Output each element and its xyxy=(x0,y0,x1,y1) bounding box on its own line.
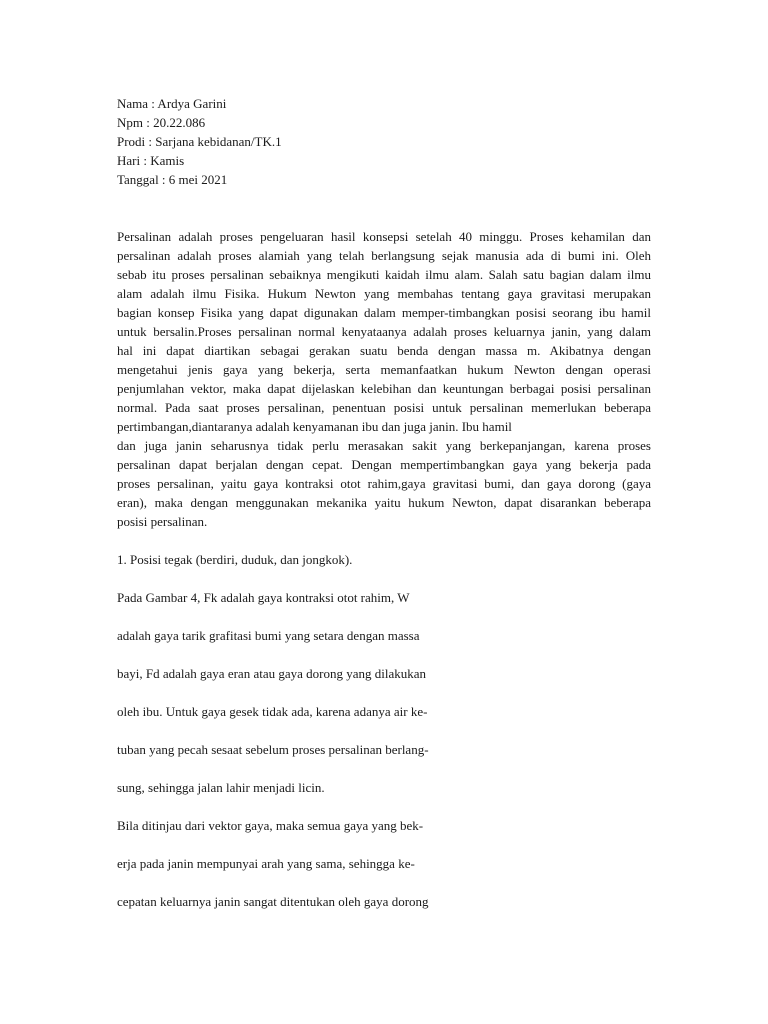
paragraph-line: hal ini dapat diartikan sebagai gerakan suatu benda dengan massa m. Akibatnya dengan xyxy=(117,343,651,358)
paragraph-line: eran), maka dengan menggunakan mekanika yaitu hukum Newton, dapat disarankan beberapa xyxy=(117,495,651,510)
paragraph-line: untuk bersalin.Proses persalinan normal kenyataanya adalah proses keluarnya janin, yang dalam xyxy=(117,324,651,339)
intro-paragraph xyxy=(117,227,651,531)
paragraph-line: proses persalinan, yaitu gaya kontraksi otot rahim,gaya gravitasi bumi, dan gaya dorong (gaya xyxy=(117,476,651,491)
paragraph-line: bagian konsep Fisika yang dapat digunakan dalam memper-timbangkan posisi seorang ibu hamil xyxy=(117,305,651,320)
identity-header xyxy=(117,94,282,189)
paragraph-line: dan juga janin seharusnya tidak perlu merasakan sakit yang berkepanjangan, karena proses xyxy=(117,438,651,453)
body-line: Pada Gambar 4, Fk adalah gaya kontraksi otot rahim, W xyxy=(117,590,410,605)
body-line: sung, sehingga jalan lahir menjadi licin. xyxy=(117,780,325,795)
paragraph-line: penjumlahan vektor, maka dapat dijelaskan kelebihan dan keuntungan berbagai posisi persalinan xyxy=(117,381,651,396)
body-line: cepatan keluarnya janin sangat ditentukan oleh gaya dorong xyxy=(117,894,429,909)
body-line: tuban yang pecah sesaat sebelum proses persalinan berlang- xyxy=(117,742,429,757)
list-item-posisi-tegak: 1. Posisi tegak (berdiri, duduk, dan jongkok). xyxy=(117,552,353,567)
body-line: erja pada janin mempunyai arah yang sama, sehingga ke- xyxy=(117,856,415,871)
prodi-line: Prodi : Sarjana kebidanan/TK.1 xyxy=(117,134,282,149)
paragraph-line: Persalinan adalah proses pengeluaran hasil konsepsi setelah 40 minggu. Proses kehamilan dan xyxy=(117,229,651,244)
paragraph-line: normal. Pada saat proses persalinan, penentuan posisi untuk persalinan memerlukan beberapa xyxy=(117,400,651,415)
body-line: Bila ditinjau dari vektor gaya, maka semua gaya yang bek- xyxy=(117,818,424,833)
paragraph-line: pertimbangan,diantaranya adalah kenyamanan ibu dan juga janin. Ibu hamil xyxy=(117,419,512,434)
day-line: Hari : Kamis xyxy=(117,153,185,168)
date-line: Tanggal : 6 mei 2021 xyxy=(117,172,228,187)
paragraph-line: alam adalah ilmu Fisika. Hukum Newton yang membahas tentang gaya gravitasi merupakan xyxy=(117,286,651,301)
paragraph-line: persalinan dapat berjalan dengan cepat. Dengan mempertimbangkan gaya yang bekerja pada xyxy=(117,457,651,472)
name-line: Nama : Ardya Garini xyxy=(117,96,227,111)
npm-line: Npm : 20.22.086 xyxy=(117,115,206,130)
body-line: bayi, Fd adalah gaya eran atau gaya dorong yang dilakukan xyxy=(117,666,426,681)
body-line: adalah gaya tarik grafitasi bumi yang setara dengan massa xyxy=(117,628,420,643)
body-line: oleh ibu. Untuk gaya gesek tidak ada, karena adanya air ke- xyxy=(117,704,428,719)
paragraph-line: sebab itu proses persalinan sebaiknya mengikuti kaidah ilmu alam. Salah satu bagian dalam ilmu xyxy=(117,267,651,282)
paragraph-line: posisi persalinan. xyxy=(117,514,208,529)
paragraph-line: persalinan adalah proses alamiah yang telah berlangsung sejak manusia ada di bumi ini. Oleh xyxy=(117,248,651,263)
paragraph-line: mengetahui jenis gaya yang bekerja, serta memanfaatkan hukum Newton dengan operasi xyxy=(117,362,651,377)
